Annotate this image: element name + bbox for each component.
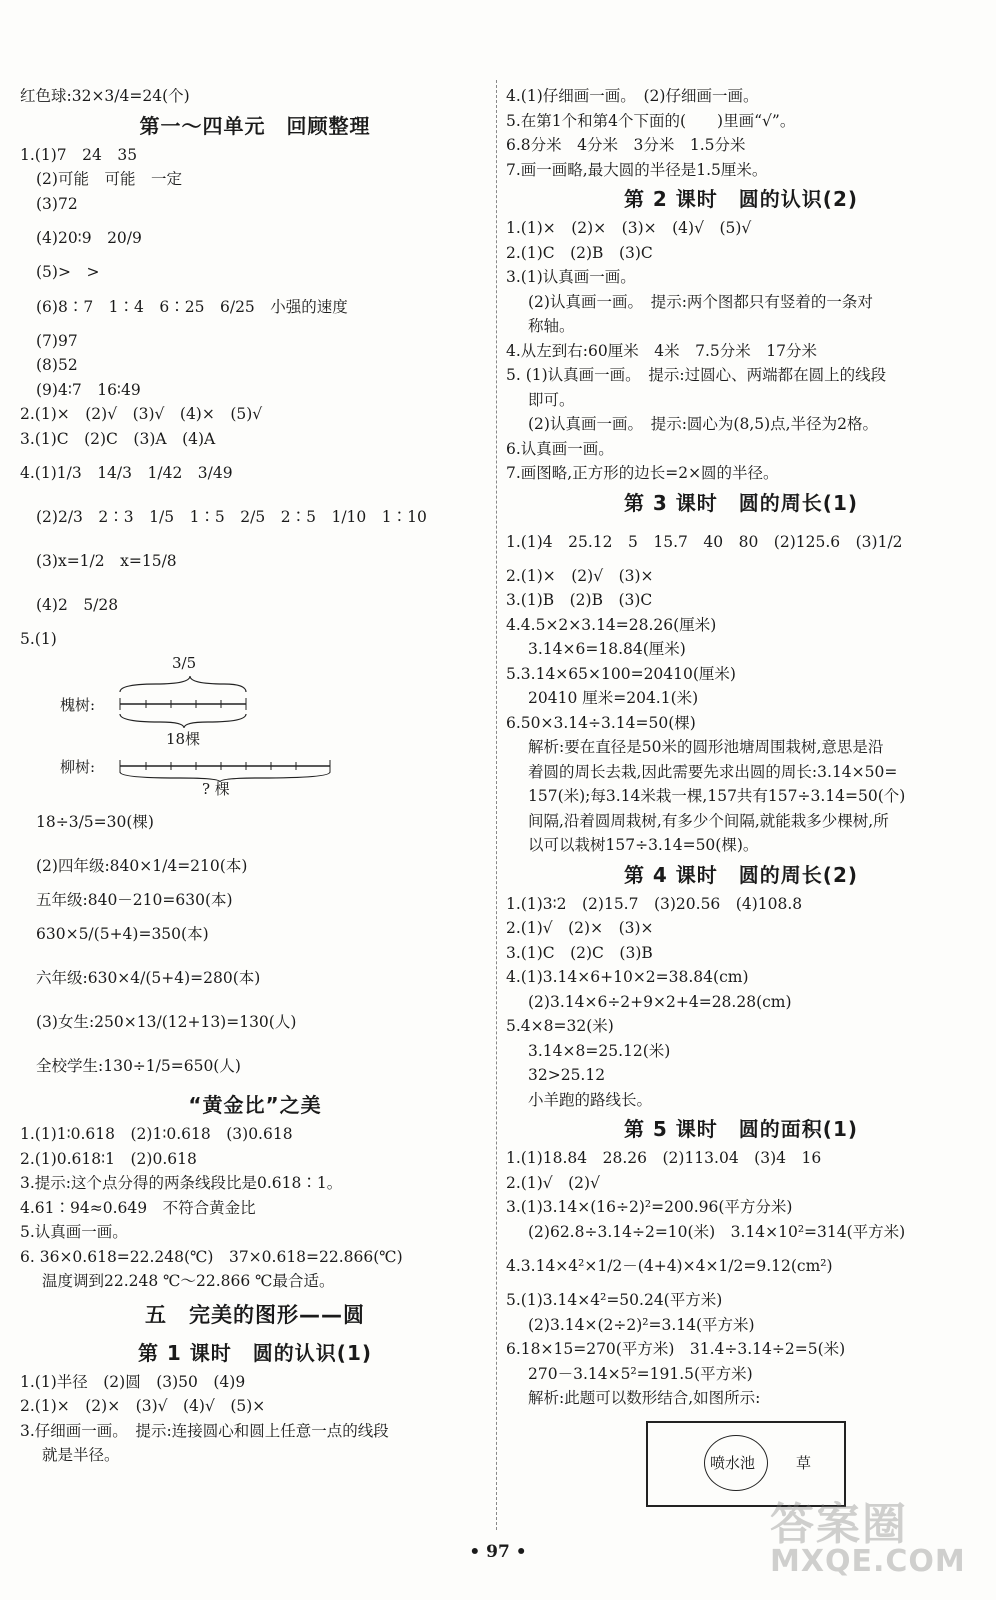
- answer-line: 5.(1)3.14×4²=50.24(平方米): [506, 1291, 723, 1309]
- answer-line: 4.3.14×4²×1/2－(4+4)×4×1/2=9.12(cm²): [506, 1257, 833, 1275]
- section-heading: 五 完美的图形——圆: [145, 1302, 365, 1327]
- answer-line: 3.(1)B (2)B (3)C: [506, 591, 653, 609]
- answer-line: (3)x=1/2 x=15/8: [36, 552, 177, 570]
- section-heading: 第 5 课时 圆的面积(1): [623, 1117, 859, 1141]
- answer-line: (2)四年级:840×1/4=210(本): [36, 856, 248, 875]
- answer-line: 5.4×8=32(米): [506, 1017, 614, 1035]
- answer-line: 3.(1)3.14×(16÷2)²=200.96(平方分米): [506, 1198, 793, 1216]
- answer-line: 1.(1)3∶2 (2)15.7 (3)20.56 (4)108.8: [506, 894, 803, 913]
- answer-line: (3)72: [36, 194, 78, 213]
- answer-line: 间隔,沿着圆周栽树,有多少个间隔,就能栽多少棵树,所: [528, 811, 889, 830]
- answer-line: 以可以栽树157÷3.14=50(棵)。: [528, 836, 759, 854]
- answer-line: 6. 36×0.618=22.248(℃) 37×0.618=22.866(℃): [20, 1247, 403, 1266]
- answer-line: 3.14×6=18.84(厘米): [528, 640, 686, 658]
- answer-line: 4.61∶94≈0.649 不符合黄金比: [20, 1198, 256, 1217]
- answer-line: 270－3.14×5²=191.5(平方米): [528, 1364, 753, 1383]
- answer-line: 5.在第1个和第4个下面的( )里画“√”。: [506, 111, 796, 130]
- answer-line: 全校学生:130÷1/5=650(人): [36, 1057, 241, 1075]
- diagram-fraction: 3/5: [172, 653, 197, 672]
- answer-line: 4.(1)仔细画一画。 (2)仔细画一画。: [506, 87, 759, 105]
- grass-label: 草: [796, 1453, 812, 1472]
- answer-line: 2.(1)C (2)B (3)C: [506, 243, 653, 262]
- diagram-count-willow: ? 棵: [202, 779, 230, 798]
- diagram-count-locust: 18棵: [166, 729, 201, 748]
- answer-line: 即可。: [528, 390, 575, 409]
- answer-line: (5)> >: [36, 263, 100, 281]
- section-heading: 第 3 课时 圆的周长(1): [623, 490, 859, 515]
- answer-line: 5. (1)认真画一画。 提示:过圆心、两端都在圆上的线段: [506, 366, 887, 384]
- column-divider: [496, 80, 497, 1530]
- answer-line: 2.(1)× (2)√ (3)√ (4)× (5)√: [20, 405, 263, 423]
- answer-line: (4)2 5/28: [36, 596, 119, 614]
- answer-line: (7)97: [36, 331, 78, 350]
- answer-line: 2.(1)0.618∶1 (2)0.618: [20, 1149, 197, 1168]
- watermark-logo: [770, 1488, 980, 1588]
- answer-line: (2)3.14×6÷2+9×2+4=28.28(cm): [528, 992, 792, 1011]
- answer-line: 2.(1)√ (2)√: [506, 1173, 600, 1192]
- answer-line: 3.(1)C (2)C (3)A (4)A: [20, 429, 216, 448]
- answer-line: 4.(1)1/3 14/3 1/42 3/49: [20, 464, 233, 482]
- answer-line: 5.(1): [20, 630, 57, 648]
- section-heading: “黄金比”之美: [188, 1093, 322, 1117]
- answer-line: 32>25.12: [528, 1066, 606, 1084]
- answer-line: 157(米);每3.14米栽一棵,157共有157÷3.14=50(个): [528, 787, 906, 805]
- right-column: [506, 84, 976, 1507]
- answer-line: 3.14×8=25.12(米): [528, 1041, 671, 1060]
- answer-line: (4)20∶9 20/9: [36, 229, 142, 247]
- segment-diagram: [60, 653, 490, 798]
- answer-line: 4.(1)3.14×6+10×2=38.84(cm): [506, 968, 749, 986]
- answer-line: 3.仔细画一画。 提示:连接圆心和圆上任意一点的线段: [20, 1421, 389, 1440]
- answer-line: (2)可能 可能 一定: [36, 170, 182, 188]
- answer-line: (9)4∶7 16∶49: [36, 380, 141, 399]
- answer-line: 6.认真画一画。: [506, 439, 614, 458]
- answer-line: 5.认真画一画。: [20, 1223, 128, 1241]
- answer-line: (6)8∶7 1∶4 6∶25 6/25 小强的速度: [36, 297, 348, 316]
- answer-line: 红色球:32×3/4=24(个): [20, 87, 190, 105]
- answer-line: 六年级:630×4/(5+4)=280(本): [36, 969, 261, 987]
- answer-line: 3.(1)认真画一画。: [506, 268, 636, 286]
- diagram-label-locust: 槐树:: [60, 695, 96, 714]
- diagram-label-willow: 柳树:: [60, 757, 96, 776]
- answer-line: 1.(1)18.84 28.26 (2)113.04 (3)4 16: [506, 1149, 822, 1167]
- answer-line: 2.(1)√ (2)× (3)×: [506, 919, 654, 937]
- answer-line: 小羊跑的路线长。: [528, 1090, 653, 1109]
- section-heading: 第一～四单元 回顾整理: [139, 113, 371, 138]
- section-heading: 第 4 课时 圆的周长(2): [623, 862, 859, 887]
- answer-line: 5.3.14×65×100=20410(厘米): [506, 664, 736, 683]
- answer-line: 1.(1)半径 (2)圆 (3)50 (4)9: [20, 1372, 246, 1391]
- answer-line: 1.(1)1∶0.618 (2)1∶0.618 (3)0.618: [20, 1125, 293, 1143]
- answer-line: 解析:要在直径是50米的圆形池塘周围栽树,意思是沿: [528, 738, 884, 756]
- answer-line: 7.画一画略,最大圆的半径是1.5厘米。: [506, 160, 768, 179]
- answer-line: 1.(1)7 24 35: [20, 145, 138, 164]
- answer-line: (2)3.14×(2÷2)²=3.14(平方米): [528, 1315, 755, 1334]
- answer-line: (2)2/3 2∶3 1/5 1∶5 2/5 2∶5 1/10 1∶10: [36, 508, 427, 526]
- answer-line: 温度调到22.248 ℃～22.866 ℃最合适。: [42, 1272, 335, 1290]
- answer-line: (2)认真画一画。 提示:圆心为(8,5)点,半径为2格。: [528, 415, 878, 433]
- answer-line: (8)52: [36, 356, 78, 374]
- answer-line: 3.提示:这个点分得的两条线段比是0.618∶1。: [20, 1174, 343, 1192]
- answer-line: 3.(1)C (2)C (3)B: [506, 943, 653, 962]
- answer-line: (2)认真画一画。 提示:两个图都只有竖着的一条对: [528, 292, 873, 311]
- watermark-line-1: 答案圈: [770, 1499, 908, 1550]
- answer-line: 解析:此题可以数形结合,如图所示:: [528, 1389, 761, 1407]
- answer-line: 就是半径。: [42, 1446, 120, 1464]
- section-heading: 第 1 课时 圆的认识(1): [137, 1340, 373, 1365]
- answer-line: 18÷3/5=30(棵): [36, 812, 154, 831]
- answer-line: 6.18×15=270(平方米) 31.4÷3.14÷2=5(米): [506, 1340, 846, 1358]
- answer-line: 称轴。: [528, 317, 575, 335]
- answer-line: (3)女生:250×13/(12+13)=130(人): [36, 1013, 297, 1031]
- answer-line: 630×5/(5+4)=350(本): [36, 925, 209, 943]
- answer-line: 6.50×3.14÷3.14=50(棵): [506, 713, 696, 732]
- answer-line: 2.(1)× (2)√ (3)×: [506, 566, 654, 585]
- section-heading: 第 2 课时 圆的认识(2): [623, 187, 859, 211]
- answer-line: 4.从左到右:60厘米 4米 7.5分米 17分米: [506, 341, 817, 360]
- answer-line: 1.(1)4 25.12 5 15.7 40 80 (2)125.6 (3)1/2: [506, 532, 903, 551]
- answer-line: 着圆的周长去栽,因此需要先求出圆的周长:3.14×50=: [528, 762, 898, 781]
- segment-lines: [60, 654, 380, 784]
- left-column: [20, 84, 490, 1468]
- fountain-label: 喷水池: [710, 1453, 756, 1472]
- answer-line: 20410 厘米=204.1(米): [528, 689, 699, 707]
- answer-line: 1.(1)× (2)× (3)× (4)√ (5)√: [506, 219, 752, 237]
- answer-line: 4.4.5×2×3.14=28.26(厘米): [506, 615, 717, 634]
- answer-line: 2.(1)× (2)× (3)√ (4)√ (5)×: [20, 1397, 266, 1415]
- answer-line: 五年级:840－210=630(本): [36, 890, 233, 909]
- watermark-line-2: MXQE.COM: [770, 1544, 966, 1579]
- page-number: • 97 •: [469, 1542, 527, 1562]
- answer-line: 7.画图略,正方形的边长=2×圆的半径。: [506, 464, 779, 482]
- answer-line: 6.8分米 4分米 3分米 1.5分米: [506, 136, 746, 154]
- answer-line: (2)62.8÷3.14÷2=10(米) 3.14×10²=314(平方米): [528, 1222, 906, 1241]
